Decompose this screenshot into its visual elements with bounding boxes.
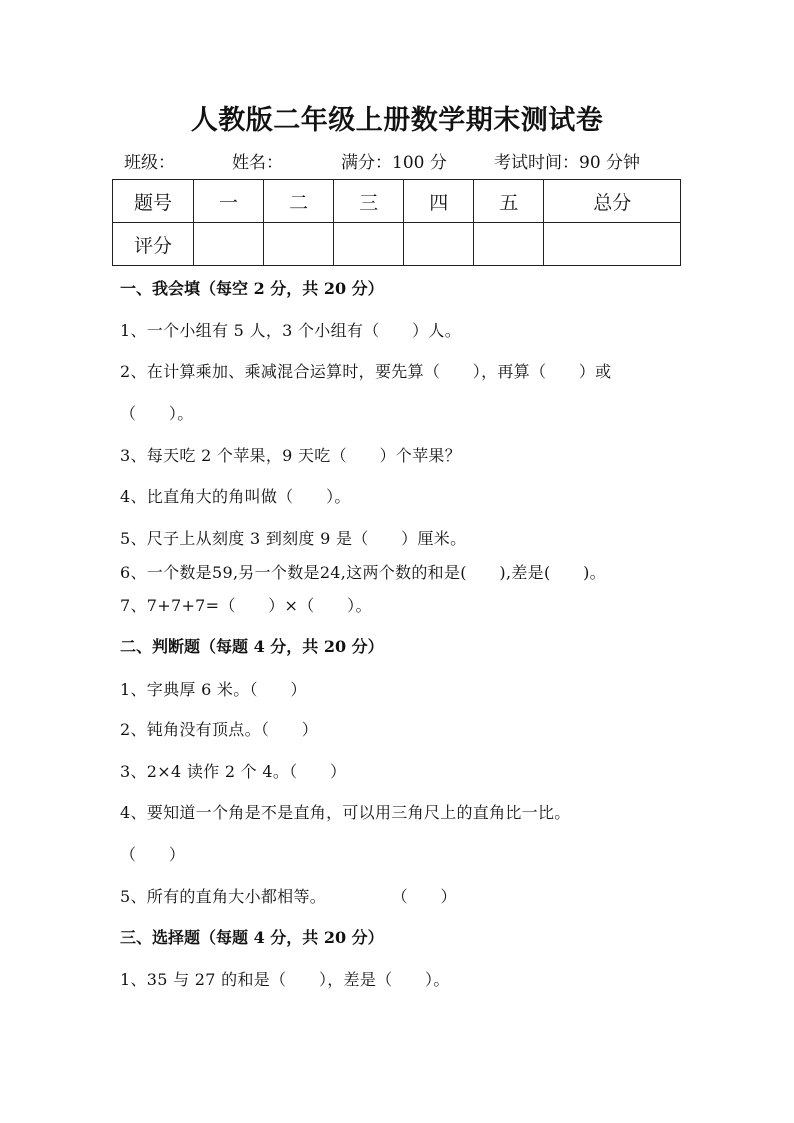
header-cell-section-3: 三: [334, 180, 404, 223]
section-3-heading: 三、选择题（每题 4 分，共 20 分）: [120, 928, 384, 947]
header-cell-section-5: 五: [474, 180, 544, 223]
question-1-2: 2、在计算乘加、乘减混合运算时，要先算（ ），再算（ ）或: [120, 362, 612, 381]
header-cell-total: 总分: [544, 180, 681, 223]
question-1-5: 5、尺子上从刻度 3 到刻度 9 是（ ）厘米。: [120, 529, 467, 548]
class-label: 班级：: [124, 153, 175, 173]
section-1-heading: 一、我会填（每空 2 分，共 20 分）: [120, 279, 384, 298]
question-2-4: 4、要知道一个角是不是直角，可以用三角尺上的直角比一比。: [120, 803, 571, 822]
page-title: 人教版二年级上册数学期末测试卷: [190, 105, 604, 136]
score-cell-5[interactable]: [474, 223, 544, 266]
question-1-6: 6、一个数是59,另一个数是24,这两个数的和是( ),差是( )。: [120, 563, 606, 582]
question-1-1: 1、一个小组有 5 人，3 个小组有（ ）人。: [120, 321, 461, 340]
full-score-label: 满分：100 分: [341, 153, 447, 173]
score-cell-1[interactable]: [194, 223, 264, 266]
question-2-4-answer: （ ）: [120, 845, 186, 864]
header-cell-section-1: 一: [194, 180, 264, 223]
score-cell-4[interactable]: [404, 223, 474, 266]
name-label: 姓名：: [232, 153, 283, 173]
question-2-2: 2、钝角没有顶点。（ ）: [120, 720, 319, 739]
question-3-1: 1、35 与 27 的和是（ ），差是（ ）。: [120, 970, 450, 989]
score-cell-total[interactable]: [544, 223, 681, 266]
header-cell-section-2: 二: [264, 180, 334, 223]
score-cell-3[interactable]: [334, 223, 404, 266]
score-table-score-row: [113, 223, 681, 266]
question-2-3: 3、2×4 读作 2 个 4。（ ）: [120, 762, 347, 781]
question-1-7: 7、7+7+7=（ ）×（ ）。: [120, 596, 372, 615]
header-cell-section-4: 四: [404, 180, 474, 223]
exam-time-label: 考试时间：90 分钟: [494, 153, 641, 173]
question-1-4: 4、比直角大的角叫做（ ）。: [120, 487, 351, 506]
question-2-5: 5、所有的直角大小都相等。 （ ）: [120, 887, 457, 906]
score-table: [112, 179, 681, 266]
score-cell-2[interactable]: [264, 223, 334, 266]
score-row-label: 评分: [113, 223, 194, 266]
section-2-heading: 二、判断题（每题 4 分，共 20 分）: [120, 637, 384, 656]
score-table-header-row: [113, 180, 681, 223]
header-cell-item-number: 题号: [113, 180, 194, 223]
question-1-3: 3、每天吃 2 个苹果，9 天吃（ ）个苹果？: [120, 446, 461, 465]
question-2-1: 1、字典厚 6 米。（ ）: [120, 680, 307, 699]
question-1-2-continued: （ ）。: [120, 404, 194, 423]
